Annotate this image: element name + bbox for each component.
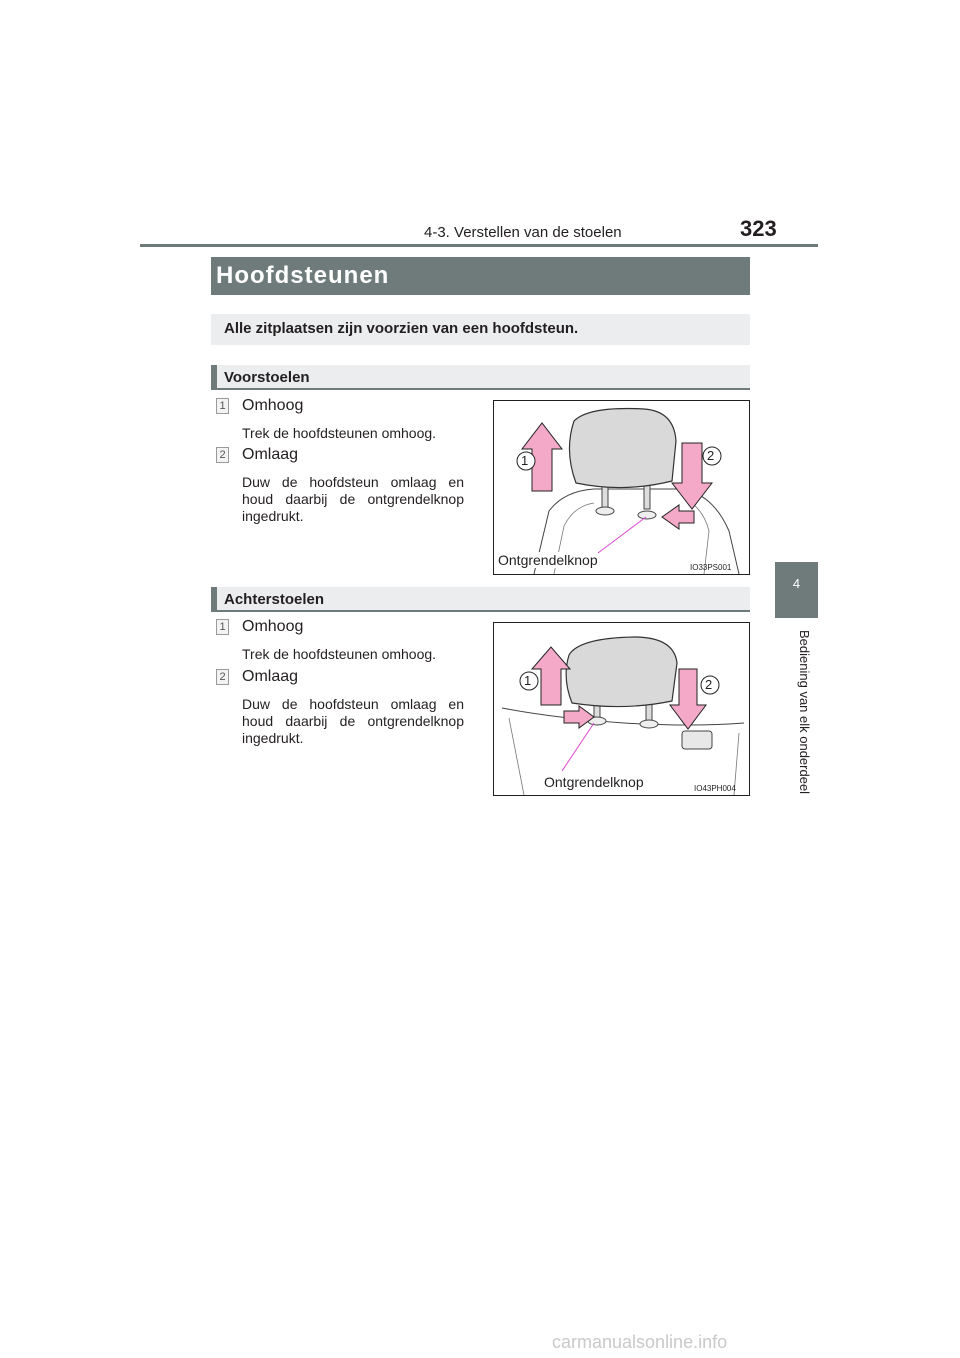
item-text: Duw de hoofdsteun omlaag en houd daarbij de ontgrendelknop ingedrukt. (242, 474, 464, 524)
item-number: 1 (216, 619, 229, 635)
item-text: Duw de hoofdsteun omlaag en houd daarbij de ontgrendelknop ingedrukt. (242, 696, 464, 746)
figure-label-2: 2 (707, 448, 715, 463)
section-heading: Voorstoelen (224, 369, 310, 386)
item-number: 2 (216, 447, 229, 463)
page-title: Hoofdsteunen (216, 262, 390, 289)
rear-headrest-illustration (494, 623, 749, 795)
figure-code: IO43PH004 (694, 784, 736, 793)
header-rule (140, 244, 818, 247)
section-breadcrumb: 4-3. Verstellen van de stoelen (424, 224, 622, 241)
figure-label-1: 1 (524, 673, 532, 688)
item-title: Omhoog (242, 618, 304, 635)
front-headrest-illustration (494, 401, 749, 574)
item-title: Omhoog (242, 397, 304, 414)
item-number: 1 (216, 398, 229, 414)
chapter-number: 4 (792, 576, 801, 591)
figure-label-2: 2 (705, 677, 713, 692)
section-heading: Achterstoelen (224, 591, 325, 608)
item-title: Omlaag (242, 668, 299, 685)
item-text: Trek de hoofdsteunen omhoog. (242, 646, 437, 662)
figure-code: IO33PS001 (690, 563, 732, 572)
front-headrest-figure (493, 400, 750, 575)
item-title: Omlaag (242, 446, 299, 463)
release-button-callout: Ontgrendelknop (544, 774, 644, 790)
item-number: 2 (216, 669, 229, 685)
chapter-label: Bediening van elk onderdeel (797, 630, 812, 795)
intro-text: Alle zitplaatsen zijn voorzien van een hoofdsteun. (224, 320, 579, 337)
item-text: Trek de hoofdsteunen omhoog. (242, 425, 437, 441)
release-button-callout: Ontgrendelknop (498, 552, 598, 568)
watermark: carmanualsonline.info (552, 1332, 728, 1352)
rear-headrest-figure (493, 622, 750, 796)
page-number: 323 (740, 216, 777, 241)
figure-label-1: 1 (521, 453, 529, 468)
